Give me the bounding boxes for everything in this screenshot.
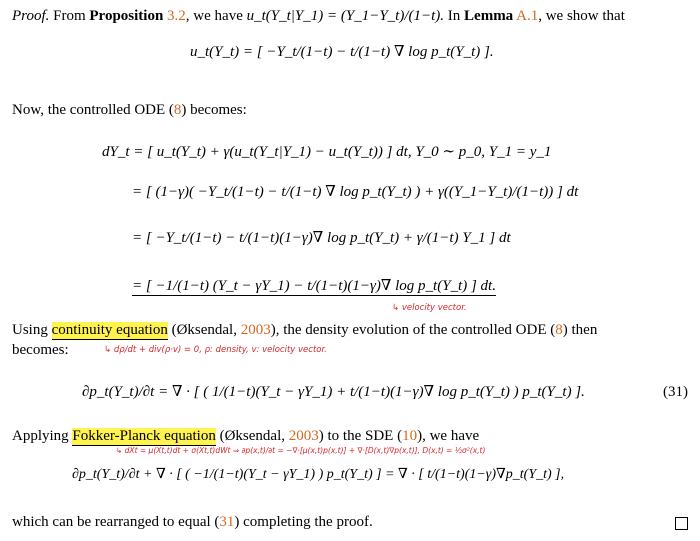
handwritten-continuity-note: ↳ dρ/dt + div(ρ·v) = 0, ρ: density, v: velocity vector. <box>104 345 327 355</box>
ode-intro: Now, the controlled ODE (8) becomes: <box>12 102 247 118</box>
equation-31: ∂p_t(Y_t)/∂t = ∇ · [ ( 1/(1−t)(Y_t − γY_1) + t/(1−t)(1−γ)∇ log p_t(Y_t) ) p_t(Y_t) ]. <box>82 384 585 400</box>
eq10-link[interactable]: 10 <box>402 428 418 444</box>
text-we-have: , we have <box>185 8 243 24</box>
cite-oksendal-2[interactable]: 2003 <box>288 428 319 444</box>
eq31-link[interactable]: 31 <box>219 514 235 530</box>
cond-velocity-expr: u_t(Y_t|Y_1) = (Y_1−Y_t)/(1−t). <box>246 8 445 24</box>
proposition-word: Proposition <box>89 8 164 24</box>
ode-line-4: = [ −1/(1−t) (Y_t − γY_1) − t/(1−t)(1−γ)∇ log p_t(Y_t) ] dt. <box>132 278 496 294</box>
equation-31-number: (31) <box>663 384 688 400</box>
lemma-link[interactable]: A.1 <box>516 8 539 24</box>
handwritten-fokker-note: ↳ dXt = μ(Xt,t)dt + σ(Xt,t)dWt ⇒ ∂p(x,t)/∂t = −∇·[μ(x,t)p(x,t)] + ∇·[D(x,t)∇p(x,t)], D(x,t) = ½σ²(x,t) <box>116 446 486 455</box>
closing-line: which can be rearranged to equal (31) completing the proof. <box>12 514 373 530</box>
eq8-link-2[interactable]: 8 <box>555 322 563 338</box>
fokker-paragraph: Applying Fokker-Planck equation (Øksendal, 2003) to the SDE (10), we have <box>12 428 480 444</box>
proof-intro <box>12 8 625 25</box>
lemma-word: Lemma <box>464 8 514 24</box>
continuity-term: continuity equation <box>51 322 168 338</box>
handwritten-velocity-note: ↳ velocity vector. <box>392 303 467 313</box>
fokker-term: Fokker-Planck equation <box>72 428 216 444</box>
proof-label: Proof. <box>12 8 50 24</box>
cite-oksendal-1[interactable]: 2003 <box>240 322 271 338</box>
continuity-paragraph-line1: Using continuity equation (Øksendal, 2003), the density evolution of the controlled ODE (8) then <box>12 322 598 338</box>
text-we-show: , we show that <box>538 8 625 24</box>
ode-line-3: = [ −Y_t/(1−t) − t/(1−t)(1−γ)∇ log p_t(Y_t) + γ/(1−t) Y_1 ] dt <box>132 230 511 246</box>
continuity-paragraph-line2: becomes: <box>12 342 69 358</box>
ode-line-2: = [ (1−γ)( −Y_t/(1−t) − t/(1−t) ∇ log p_t(Y_t) ) + γ((Y_1−Y_t)/(1−t)) ] dt <box>132 184 579 200</box>
eq8-link[interactable]: 8 <box>173 102 182 118</box>
ode-line-1: dY_t = [ u_t(Y_t) + γ(u_t(Y_t|Y_1) − u_t(Y_t)) ] dt, Y_0 ∼ p_0, Y_1 = y_1 <box>102 144 552 160</box>
equation-u: u_t(Y_t) = [ −Y_t/(1−t) − t/(1−t) ∇ log p_t(Y_t) ]. <box>190 44 494 60</box>
text-in: In <box>447 8 461 24</box>
proposition-link[interactable]: 3.2 <box>167 8 186 24</box>
text-from: From <box>53 8 86 24</box>
equation-fokker-planck: ∂p_t(Y_t)/∂t + ∇ · [ ( −1/(1−t)(Y_t − γY_1) ) p_t(Y_t) ] = ∇ · [ t/(1−t)(1−γ)∇p_t(Y_t) ], <box>72 467 565 482</box>
qed-box <box>675 517 688 530</box>
